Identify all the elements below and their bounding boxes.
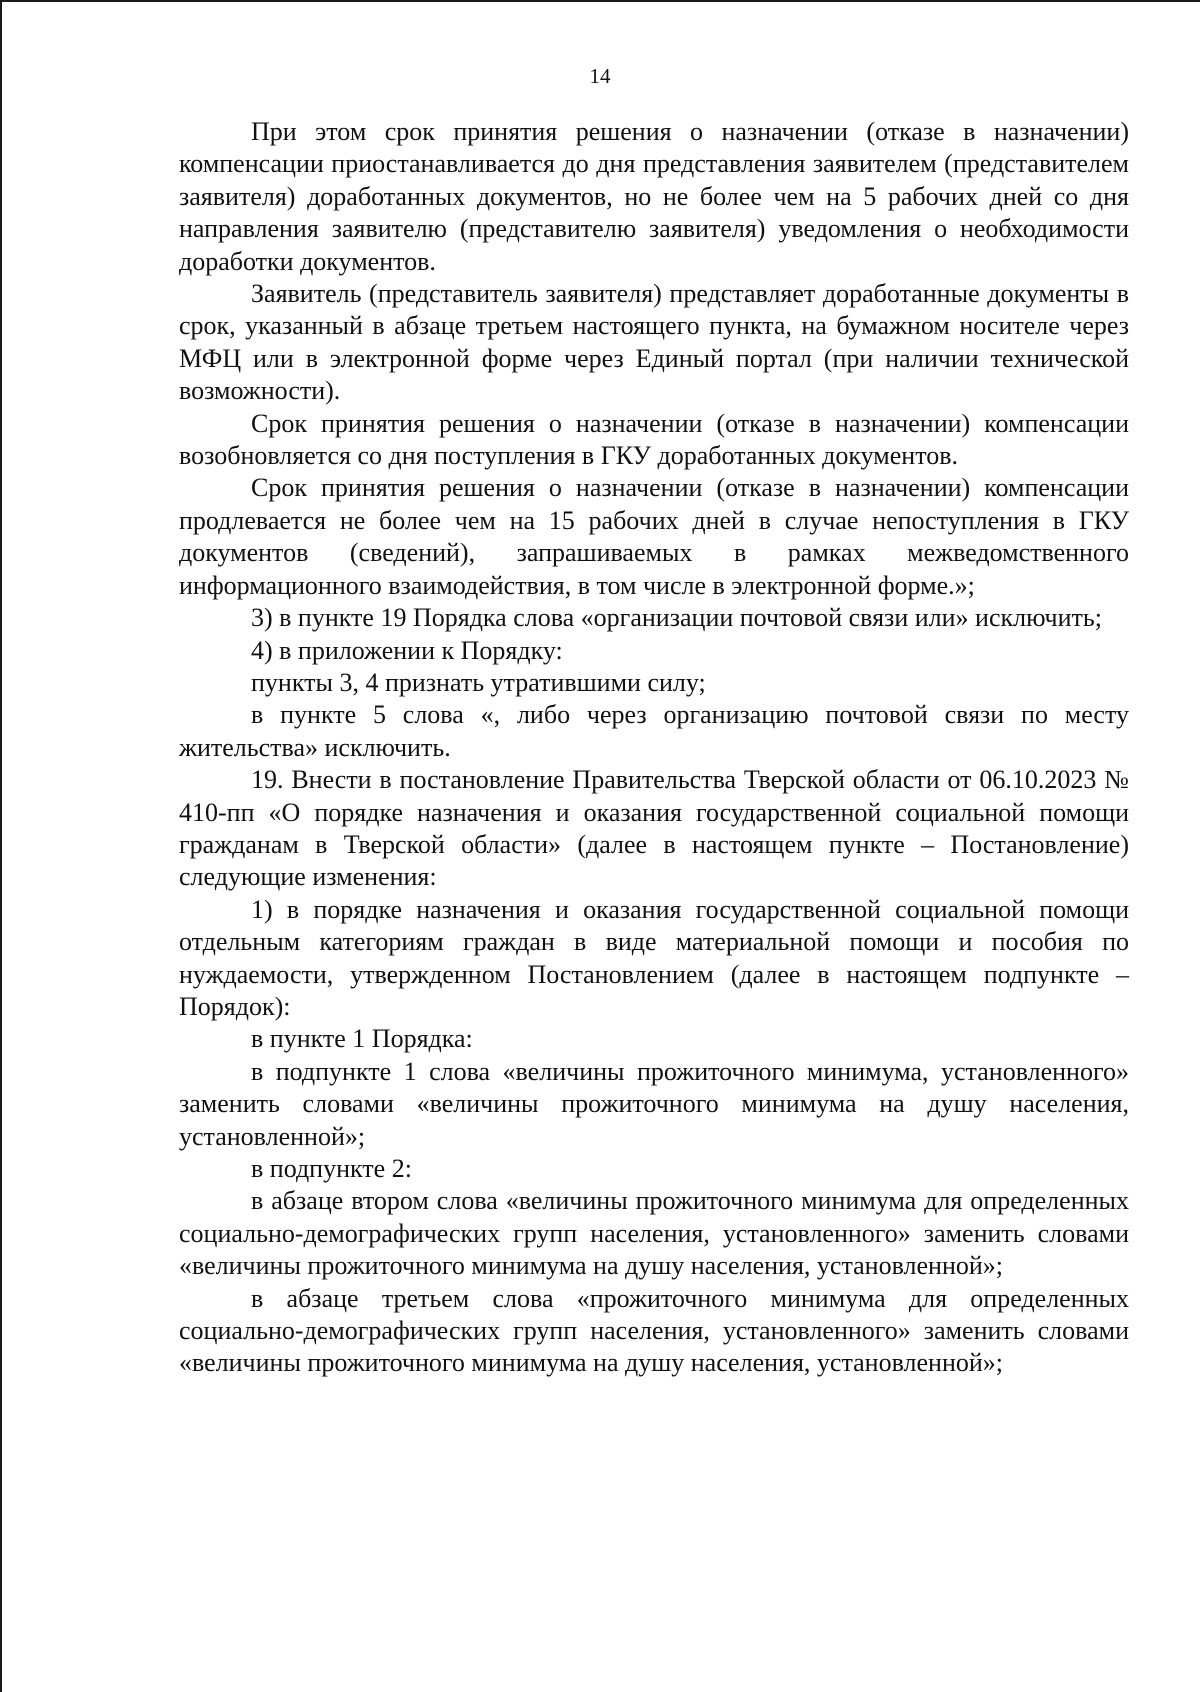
paragraph-1: При этом срок принятия решения о назначении (отказе в назначении) компенсации приостанавливается до дня представления заявителем (представителем заявителя) доработанных документов, но не более чем на 5 рабочих дней со дня направления заявителю (представителю заявителя) уведомления о необходимости доработки документов.	[179, 117, 1129, 276]
page-number: 14	[589, 64, 611, 88]
paragraph-3: Срок принятия решения о назначении (отказе в назначении) компенсации возобновляется со дня поступления в ГКУ доработанных документов.	[179, 408, 1129, 471]
paragraph-13: в подпункте 2:	[251, 1154, 412, 1183]
scan-border-top	[0, 0, 1200, 2]
paragraph-15: в абзаце третьем слова «прожиточного минимума для определенных социально-демографических групп населения, установленного» заменить словами «величины прожиточного минимума на душу населения, установленной»;	[179, 1283, 1129, 1378]
paragraph-4: Срок принятия решения о назначении (отказе в назначении) компенсации продлевается не более чем на 15 рабочих дней в случае непоступления в ГКУ документов (сведений), запрашиваемых в рамках межведомственного информационного взаимодействия, в том числе в электронной форме.»;	[179, 473, 1129, 600]
paragraph-9: 19. Внести в постановление Правительства Тверской области от 06.10.2023 № 410-пп «О порядке назначения и оказания государственной социальной помощи гражданам в Тверской области» (далее в настоящем пункте – Постановление) следующие изменения:	[179, 765, 1129, 892]
document-body	[179, 116, 1129, 1380]
paragraph-14: в абзаце втором слова «величины прожиточного минимума для определенных социально-демографических групп населения, установленного» заменить словами «величины прожиточного минимума на душу населения, установленной»;	[179, 1186, 1129, 1281]
paragraph-11: в пункте 1 Порядка:	[251, 1024, 473, 1054]
paragraph-2: Заявитель (представитель заявителя) представляет доработанные документы в срок, указанный в абзаце третьем настоящего пункта, на бумажном носителе через МФЦ или в электронной форме через Единый портал (при наличии технической возможности).	[179, 279, 1129, 406]
paragraph-6: 4) в приложении к Порядку:	[251, 635, 563, 665]
paragraph-7: пункты 3, 4 признать утратившими силу;	[251, 667, 706, 697]
scan-border-left	[0, 0, 2, 1692]
paragraph-8: в пункте 5 слова «, либо через организацию почтовой связи по месту жительства» исключить.	[179, 700, 1129, 762]
paragraph-12: в подпункте 1 слова «величины прожиточного минимума, установленного» заменить словами «величины прожиточного минимума на душу населения, установленной»;	[179, 1056, 1129, 1151]
paragraph-5: 3) в пункте 19 Порядка слова «организации почтовой связи или» исключить;	[251, 603, 1102, 633]
paragraph-10: 1) в порядке назначения и оказания государственной социальной помощи отдельным категориям граждан в виде материальной помощи и пособия по нуждаемости, утвержденном Постановлением (далее в настоящем подпункте – Порядок):	[179, 894, 1129, 1021]
